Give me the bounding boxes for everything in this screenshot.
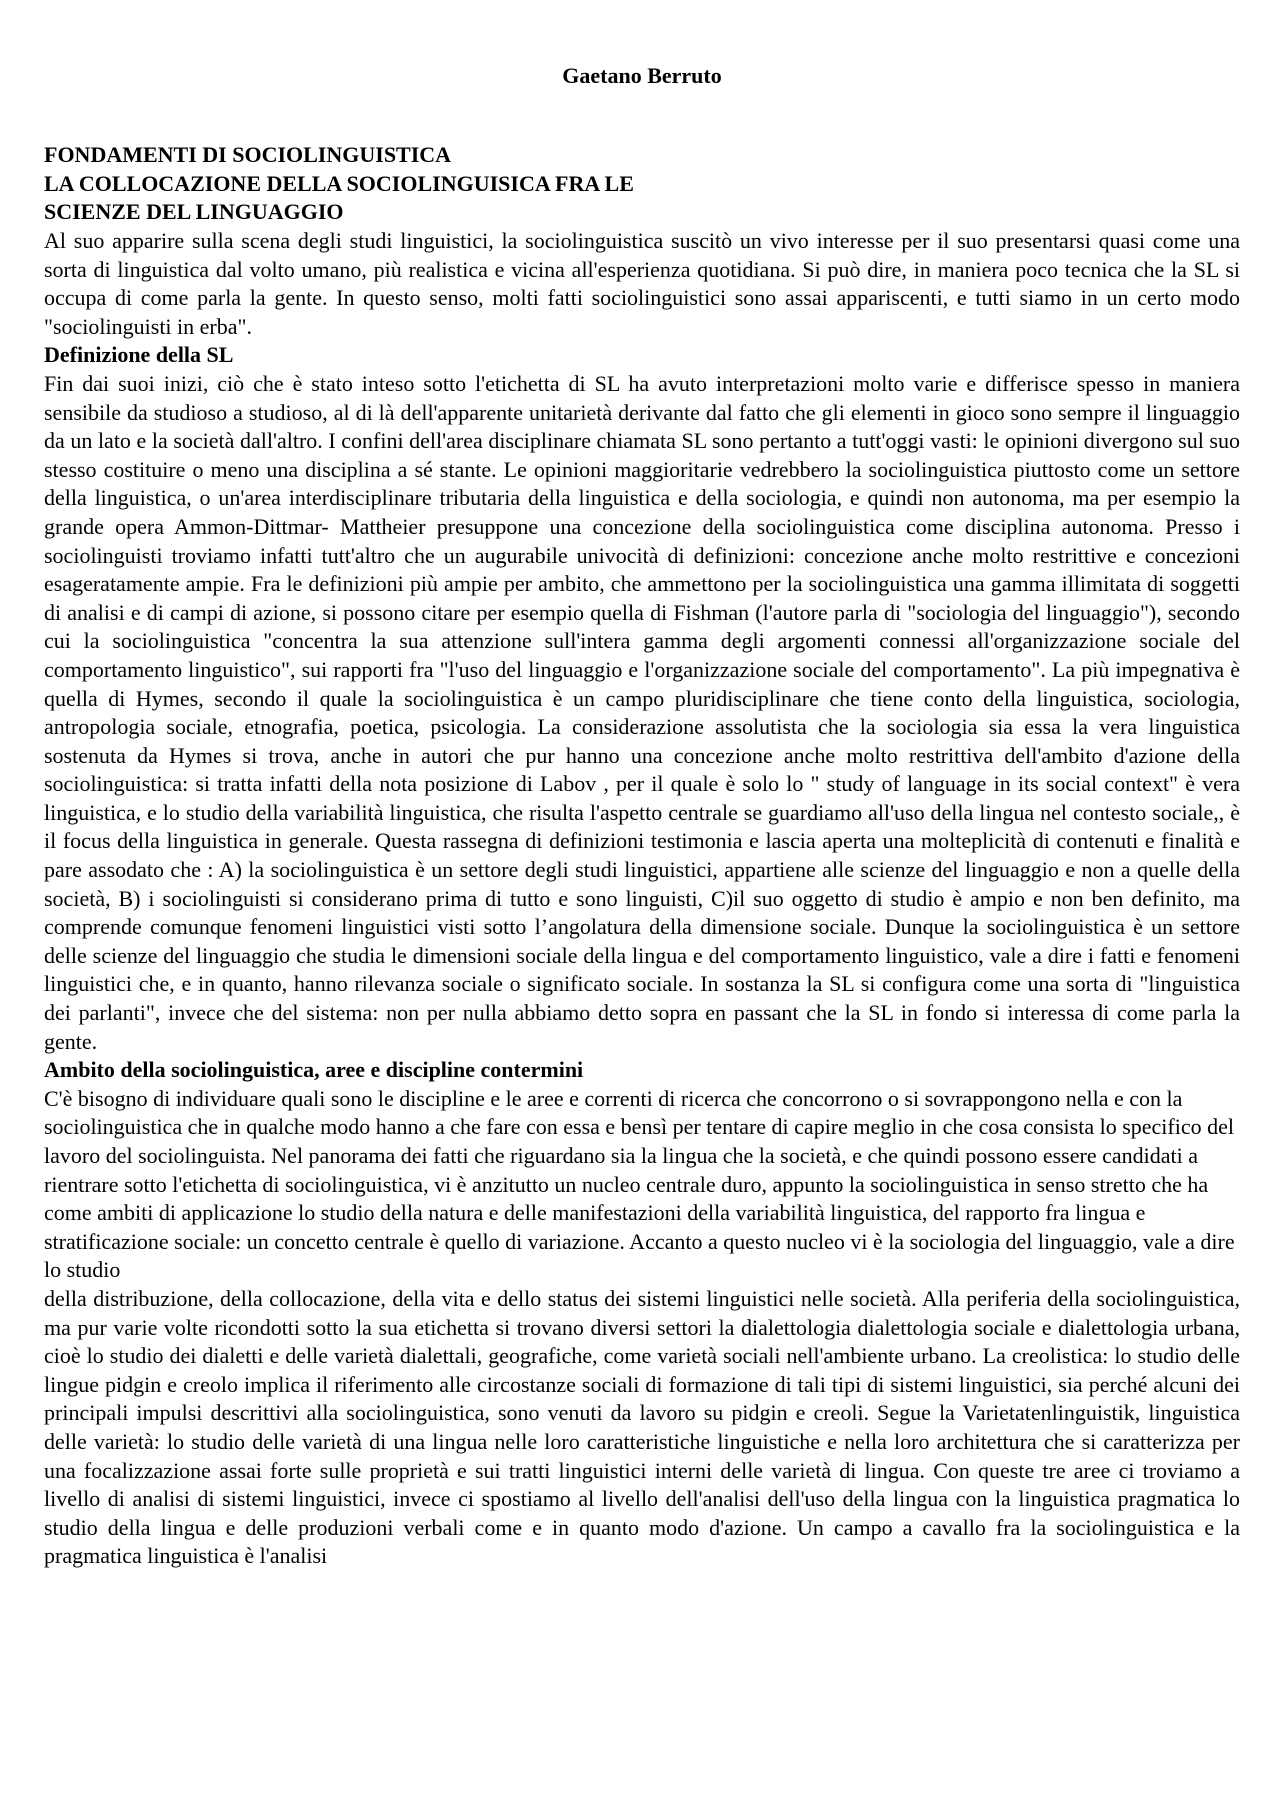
intro-paragraph: Al suo apparire sulla scena degli studi linguistici, la sociolinguistica suscitò un vivo interesse per il suo presentarsi quasi come una sorta di linguistica dal volto umano, più realistica e vicina all'esperienza quotidiana. Si può dire, in maniera poco tecnica che la SL si occupa di come parla la gente. In questo senso, molti fatti sociolinguistici sono assai appariscenti, e tutti siamo in un certo modo "sociolinguisti in erba". (44, 228, 1240, 339)
definizione-paragraph: Fin dai suoi inizi, ciò che è stato inteso sotto l'etichetta di SL ha avuto interpretazioni molto varie e differisce spesso in maniera sensibile da studioso a studioso, al di là dell'apparente unitarietà derivante dal fatto che gli elementi in gioco sono sempre il linguaggio da un lato e la società dall'altro. I confini dell'area disciplinare chiamata SL sono pertanto a tutt'oggi vasti: le opinioni divergono sul suo stesso costituire o meno una disciplina a sé stante. Le opinioni maggioritarie vedrebbero la sociolinguistica piuttosto come un settore della linguistica, o un'area interdisciplinare tributaria della linguistica e della sociologia, e quindi non autonoma, ma per esempio la grande opera Ammon-Dittmar- Mattheier presuppone una concezione della sociolinguistica come disciplina autonoma. Presso i sociolinguisti troviamo infatti tutt'altro che un augurabile univocità di definizioni: concezione anche molto restrittive e concezioni esageratamente ampie. Fra le definizioni più ampie per ambito, che ammettono per la sociolinguistica una gamma illimitata di soggetti di analisi e di campi di azione, si possono citare per esempio quella di Fishman (l'autore parla di "sociologia del linguaggio"), secondo cui la sociolinguistica "concentra la sua attenzione sull'intera gamma degli argomenti connessi all'organizzazione sociale del comportamento linguistico", sui rapporti fra "l'uso del linguaggio e l'organizzazione sociale del comportamento". La più impegnativa è quella di Hymes, secondo il quale la sociolinguistica è un campo pluridisciplinare che tiene conto della linguistica, sociologia, antropologia sociale, etnografia, poetica, psicologia. La considerazione assolutista che la sociologia sia essa la vera linguistica sostenuta da Hymes si trova, anche in autori che pur hanno una concezione anche molto restrittiva dell'ambito d'azione della sociolinguistica: si tratta infatti della nota posizione di Labov , per il quale è solo lo " study of language in its social context" è vera linguistica, e lo studio della variabilità linguistica, che risulta l'aspetto centrale se guardiamo all'uso della lingua nel contesto sociale,, è il focus della linguistica in generale. Questa rassegna di definizioni testimonia e lascia aperta una molteplicità di contenuti e finalità e pare assodato che : A) la sociolinguistica è un settore degli studi linguistici, appartiene alle scienze del linguaggio e non a quelle della società, B) i sociolinguisti si considerano prima di tutto e sono linguisti, C)il suo oggetto di studio è ampio e non ben definito, ma comprende comunque fenomeni linguistici visti sotto l’angolatura della dimensione sociale. Dunque la sociolinguistica è un settore delle scienze del linguaggio che studia le dimensioni sociale della lingua e del comportamento linguistico, vale a dire i fatti e fenomeni linguistici che, e in quanto, hanno rilevanza sociale o significato sociale. In sostanza la SL si configura come una sorta di "linguistica dei parlanti", invece che del sistema: non per nulla abbiamo detto sopra en passant che la SL in fondo si interessa di come parla la gente. (44, 370, 1240, 1054)
document-title-block (44, 141, 1240, 227)
ambito-paragraph-1: C'è bisogno di individuare quali sono le discipline e le aree e correnti di ricerca che concorrono o si sovrappongono nella e con la sociolinguistica che in qualche modo hanno a che fare con essa e bensì per tentare di capire meglio in che cosa consista lo specifico del lavoro del sociolinguista. Nel panorama dei fatti che riguardano sia la lingua che la società, e che quindi possono essere candidati a rientrare sotto l'etichetta di sociolinguistica, vi è anzitutto un nucleo centrale duro, appunto la sociolinguistica in senso stretto che ha come ambiti di applicazione lo studio della natura e delle manifestazioni della variabilità linguistica, del rapporto fra lingua e stratificazione sociale: un concetto centrale è quello di variazione. Accanto a questo nucleo vi è la sociologia del linguaggio, vale a dire lo studio (44, 1085, 1235, 1283)
document-body (44, 227, 1240, 1571)
title-line-2: LA COLLOCAZIONE DELLA SOCIOLINGUISICA FRA LE (44, 170, 634, 196)
title-line-3: SCIENZE DEL LINGUAGGIO (44, 199, 344, 224)
author-name: Gaetano Berruto (562, 63, 722, 88)
section-heading-ambito: Ambito della sociolinguistica, aree e discipline contermini (44, 1057, 584, 1083)
section-heading-definizione: Definizione della SL (44, 342, 234, 368)
title-line-1: FONDAMENTI DI SOCIOLINGUISTICA (44, 142, 452, 167)
ambito-paragraph-2: della distribuzione, della collocazione, della vita e dello status dei sistemi linguistici nelle società. Alla periferia della sociolinguistica, ma pur varie volte ricondotti sotto la sua etichetta si trovano diversi settori la dialettologia dialettologia sociale e dialettologia urbana, cioè lo studio dei dialetti e delle varietà dialettali, geografiche, come varietà sociali nell'ambiente urbano. La creolistica: lo studio delle lingue pidgin e creolo implica il riferimento alle circostanze sociali di formazione di tali tipi di sistemi linguistici, sia perché alcuni dei principali impulsi descrittivi alla sociolinguistica, sono venuti da lavoro su pidgin e creoli. Segue la Varietatenlinguistik, linguistica delle varietà: lo studio delle varietà di una lingua nelle loro caratteristiche linguistiche e nella loro architettura che si caratterizza per una focalizzazione assai forte sulle proprietà e sui tratti linguistici interni delle varietà di lingua. Con queste tre aree ci troviamo a livello di analisi di sistemi linguistici, invece ci spostiamo al livello dell'analisi dell'uso della lingua con la linguistica pragmatica lo studio della lingua e delle produzioni verbali come e in quanto modo d'azione. Un campo a cavallo fra la sociolinguistica e la pragmatica linguistica è l'analisi (44, 1285, 1240, 1569)
